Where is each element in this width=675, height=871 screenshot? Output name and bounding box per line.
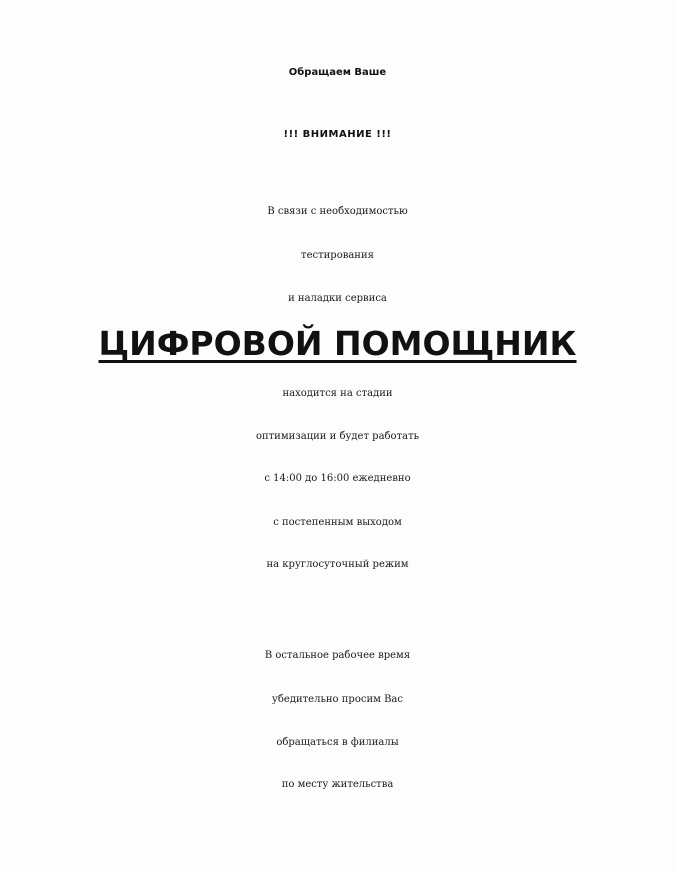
- body-line: находится на стадии: [282, 388, 393, 399]
- service-name-text: ЦИФРОВОЙ ПОМОЩНИК: [98, 324, 577, 363]
- body-line: обращаться в филиалы: [276, 737, 399, 748]
- heading-line-1: Обращаем Ваше: [288, 67, 387, 78]
- body-line: оптимизации и будет работать: [255, 431, 420, 442]
- body-line: убедительно просим Вас: [272, 694, 403, 705]
- body-line: В связи с необходимостью: [267, 206, 408, 217]
- body-line: по месту жительства: [281, 779, 394, 790]
- heading-line-2: !!! ВНИМАНИЕ !!!: [283, 129, 392, 140]
- service-name: [0, 322, 675, 366]
- body-line: на круглосуточный режим: [266, 559, 409, 570]
- body-line: с 14:00 до 16:00 ежедневно: [264, 473, 411, 484]
- body-line: с постепенным выходом: [273, 517, 402, 528]
- body-line: тестирования: [301, 250, 374, 261]
- body-line: В остальное рабочее время: [264, 650, 411, 661]
- body-line: и наладки сервиса: [288, 293, 387, 304]
